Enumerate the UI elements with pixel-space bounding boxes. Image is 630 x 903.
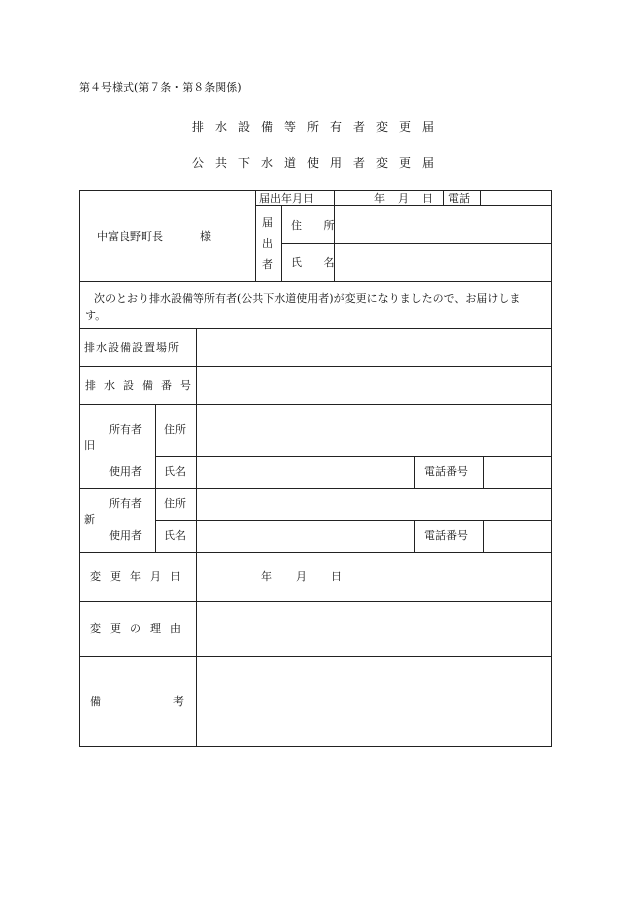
change-day: 日: [331, 570, 342, 583]
change-reason-label: 変更の理由: [90, 622, 190, 635]
notifier-name-input[interactable]: [335, 244, 551, 281]
change-year: 年: [261, 570, 272, 583]
old-name-input[interactable]: [197, 457, 414, 488]
old-name-label: 氏名: [164, 465, 186, 478]
notifier-label-1: 届: [262, 216, 273, 229]
location-input[interactable]: [197, 329, 551, 366]
number-label: 排水設備番号: [85, 379, 199, 392]
old-address-input[interactable]: [197, 405, 551, 456]
notifier-label-2: 出: [262, 237, 273, 250]
statement-line1: 次のとおり排水設備等所有者(公共下水道使用者)が変更になりましたので、お届けしま: [94, 292, 521, 305]
new-user-label: 使用者: [109, 529, 142, 542]
addressee: 中富良野町長: [97, 230, 163, 243]
old-label: 旧: [84, 439, 95, 452]
notifier-label-3: 者: [262, 258, 273, 271]
remarks-label-2: 考: [173, 695, 184, 708]
change-reason-input[interactable]: [197, 602, 551, 656]
notifier-address-input[interactable]: [335, 206, 551, 243]
new-address-input[interactable]: [197, 489, 551, 520]
new-phone-input[interactable]: [484, 521, 551, 552]
new-name-label: 氏名: [164, 529, 186, 542]
change-date-label: 変更年月日: [90, 570, 190, 583]
new-owner-label: 所有者: [109, 497, 142, 510]
new-label: 新: [84, 513, 95, 526]
date-year: 年: [374, 192, 385, 205]
old-phone-label: 電話番号: [424, 465, 468, 478]
form-title: 排水設備等所有者変更届: [192, 120, 446, 134]
date-day: 日: [422, 192, 433, 205]
old-user-label: 使用者: [109, 465, 142, 478]
notifier-address-label: 住 所: [291, 219, 344, 232]
location-label: 排水設備設置場所: [84, 341, 180, 354]
addressee-suffix: 様: [200, 230, 211, 243]
number-input[interactable]: [197, 367, 551, 404]
phone-label: 電話: [448, 192, 470, 205]
phone-input[interactable]: [481, 191, 551, 205]
form-subtitle: 公共下水道使用者変更届: [192, 156, 446, 170]
old-address-label: 住所: [164, 423, 186, 436]
submission-date-label: 届出年月日: [259, 192, 314, 205]
remarks-input[interactable]: [197, 657, 551, 746]
change-month: 月: [296, 570, 307, 583]
statement-line2: す。: [85, 309, 107, 322]
old-owner-label: 所有者: [109, 423, 142, 436]
new-phone-label: 電話番号: [424, 529, 468, 542]
new-name-input[interactable]: [197, 521, 414, 552]
new-address-label: 住所: [164, 497, 186, 510]
notifier-name-label: 氏 名: [291, 256, 344, 269]
old-phone-input[interactable]: [484, 457, 551, 488]
date-month: 月: [398, 192, 409, 205]
remarks-label-1: 備: [90, 695, 101, 708]
form-number: 第４号様式(第７条・第８条関係): [79, 81, 242, 94]
